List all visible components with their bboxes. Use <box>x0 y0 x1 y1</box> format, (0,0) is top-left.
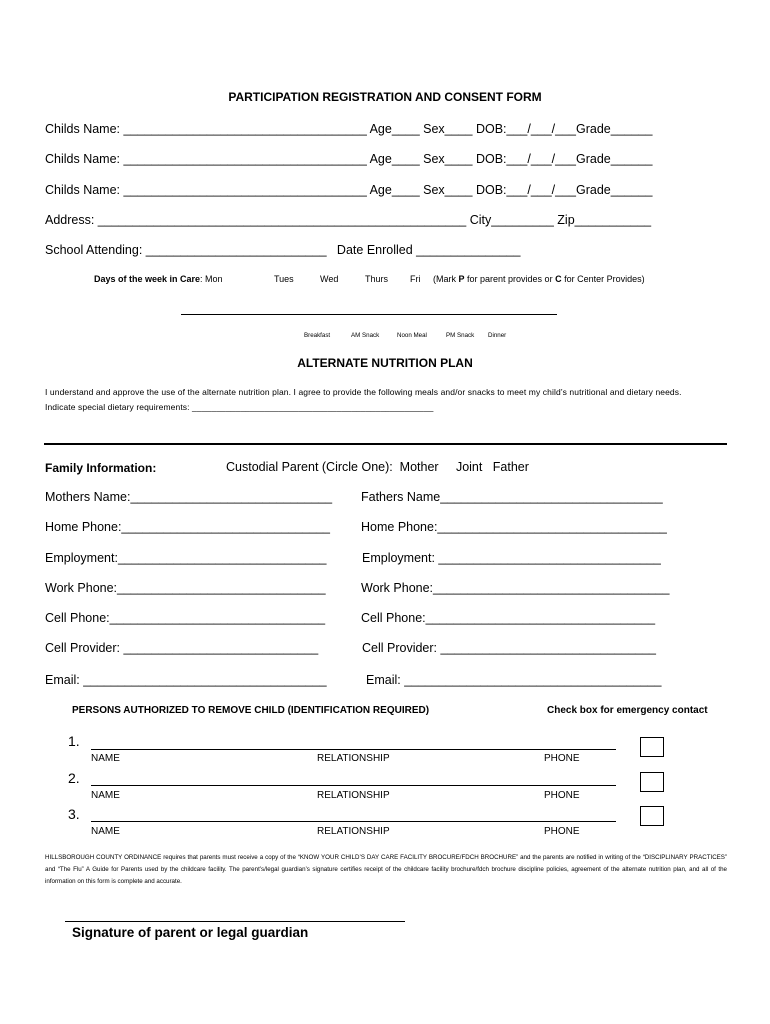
col-relationship-1: RELATIONSHIP <box>317 753 390 764</box>
custodial-parent[interactable]: Custodial Parent (Circle One): Mother Joint Father <box>226 460 529 474</box>
col-phone-3: PHONE <box>544 826 580 837</box>
authorized-line-1[interactable] <box>91 749 616 750</box>
signature-line[interactable] <box>65 921 405 922</box>
authorized-number-3: 3. <box>68 806 80 822</box>
col-name-2: NAME <box>91 790 120 801</box>
school-row[interactable]: School Attending: __________________________ Date Enrolled _______________ <box>45 243 521 257</box>
meal-dinner: Dinner <box>488 332 507 339</box>
col-name-3: NAME <box>91 826 120 837</box>
days-label <box>94 274 223 284</box>
mother-work-phone-field[interactable]: Work Phone:______________________________ <box>45 581 326 595</box>
days-note-p: P <box>458 274 465 284</box>
father-email-field[interactable]: Email: _____________________________________ <box>366 673 662 687</box>
emergency-checkbox-heading: Check box for emergency contact <box>547 705 708 716</box>
day-mon[interactable]: : Mon <box>200 274 223 284</box>
days-label-text: Days of the week in Care <box>94 274 201 284</box>
days-note-post: for Center Provides) <box>561 274 645 284</box>
day-tue[interactable]: Tues <box>274 274 294 284</box>
father-cell-provider-field[interactable]: Cell Provider: _______________________________ <box>362 641 657 655</box>
nutrition-heading: ALTERNATE NUTRITION PLAN <box>297 356 473 370</box>
father-employment-field[interactable]: Employment: ________________________________ <box>362 551 661 565</box>
father-work-phone-field[interactable]: Work Phone:__________________________________ <box>361 581 670 595</box>
col-relationship-3: RELATIONSHIP <box>317 826 390 837</box>
section-divider <box>44 443 727 445</box>
mother-email-field[interactable]: Email: ___________________________________ <box>45 673 327 687</box>
mother-employment-field[interactable]: Employment:______________________________ <box>45 551 327 565</box>
day-thu[interactable]: Thurs <box>365 274 389 284</box>
meal-pm-snack: PM Snack <box>446 332 475 339</box>
father-cell-phone-field[interactable]: Cell Phone:_________________________________ <box>361 611 656 625</box>
col-phone-1: PHONE <box>544 753 580 764</box>
meals-underline[interactable] <box>181 314 557 315</box>
family-heading: Family Information: <box>45 461 157 475</box>
days-note-c: C <box>555 274 562 284</box>
day-wed[interactable]: Wed <box>320 274 339 284</box>
days-note-pre: (Mark <box>433 274 459 284</box>
authorized-number-1: 1. <box>68 733 80 749</box>
emergency-checkbox-2[interactable] <box>640 772 664 792</box>
authorized-line-3[interactable] <box>91 821 616 822</box>
authorized-line-2[interactable] <box>91 785 616 786</box>
col-name-1: NAME <box>91 753 120 764</box>
authorized-number-2: 2. <box>68 770 80 786</box>
child-row-1[interactable]: Childs Name: ___________________________________ Age____ Sex____ DOB:___/___/___Grade______ <box>45 122 653 136</box>
fathers-name-field[interactable]: Fathers Name________________________________ <box>361 490 663 504</box>
signature-label: Signature of parent or legal guardian <box>72 925 309 940</box>
father-home-phone-field[interactable]: Home Phone:_________________________________ <box>361 520 667 534</box>
col-relationship-2: RELATIONSHIP <box>317 790 390 801</box>
nutrition-text[interactable]: I understand and approve the use of the alternate nutrition plan. I agree to provide the following meals and/or snacks to meet my child’s nutritional and dietary needs. Indicate special dietary requirements: __________________________________________________ <box>45 387 682 412</box>
meal-breakfast: Breakfast <box>304 332 331 339</box>
form-title: PARTICIPATION REGISTRATION AND CONSENT FORM <box>228 90 542 104</box>
child-row-2[interactable]: Childs Name: ___________________________________ Age____ Sex____ DOB:___/___/___Grade______ <box>45 152 653 166</box>
ordinance-notice: HILLSBOROUGH COUNTY ORDINANCE requires that parents must receive a copy of the “KNOW YOUR CHILD’S DAY CARE FACILITY BROCURE/FDCH BROCHURE” and the parents are notified in writing of the “DISCIPLINARY PRACTICES” and “The Flu” A Guide for Parents used by the childcare facility. The parent’s/legal guardian’s signature certifies receipt of the childcare facility brochure/fdch brochure discipline policies, agreement of the alternate nutrition plan, and all of the information on this form is complete and accurate. <box>45 854 727 885</box>
emergency-checkbox-3[interactable] <box>640 806 664 826</box>
mother-cell-phone-field[interactable]: Cell Phone:_______________________________ <box>45 611 326 625</box>
address-row[interactable]: Address: _____________________________________________________ City_________ Zip___________ <box>45 213 652 227</box>
mother-home-phone-field[interactable]: Home Phone:______________________________ <box>45 520 330 534</box>
day-fri[interactable]: Fri <box>410 274 421 284</box>
days-note <box>433 274 645 284</box>
days-note-mid: for parent provides or <box>464 274 556 284</box>
meal-noon-meal: Noon Meal <box>397 332 427 339</box>
meal-am-snack: AM Snack <box>351 332 380 339</box>
child-row-3[interactable]: Childs Name: ___________________________________ Age____ Sex____ DOB:___/___/___Grade______ <box>45 183 653 197</box>
emergency-checkbox-1[interactable] <box>640 737 664 757</box>
mothers-name-field[interactable]: Mothers Name:_____________________________ <box>45 490 333 504</box>
col-phone-2: PHONE <box>544 790 580 801</box>
mother-cell-provider-field[interactable]: Cell Provider: ____________________________ <box>45 641 319 655</box>
authorized-heading: PERSONS AUTHORIZED TO REMOVE CHILD (IDENTIFICATION REQUIRED) <box>72 705 430 716</box>
